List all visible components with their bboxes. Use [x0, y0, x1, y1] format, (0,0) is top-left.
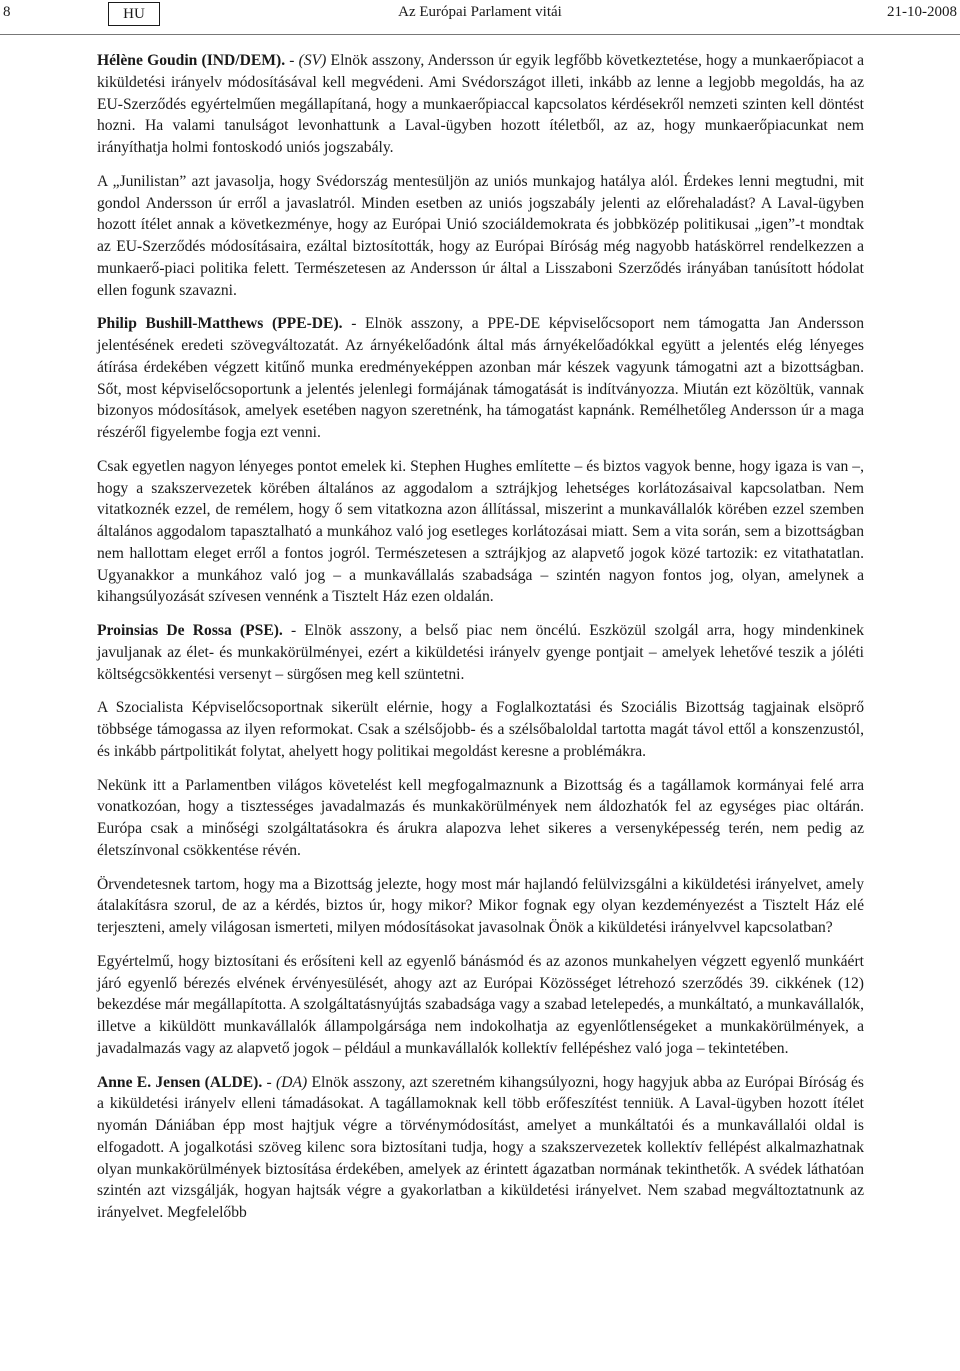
paragraph: A „Junilistan” azt javasolja, hogy Svédország mentesüljön az uniós munkajog hatálya alól. Érdekes lenni megtudni, mit gondol Andersson úr erről a javaslatról. Minden esetben az uniós jogszabály jelenti az előrehaladást? A Laval-ügyben hozott ítélet annak a következménye, hogy az Európai Unió szociáldemokrata és jobbközép politikusai „igen”-t mondtak az EU-Szerződés módosításaira, ezáltal biztosították, hogy az Európai Bíróság még nagyobb hatáskörrel rendelkezzen a munkaerő-piaci politika felett. Természetesen az Andersson úr által a Lisszaboni Szerződés irányában tanúsított hódolat ellen fogunk szavazni.	[97, 172, 864, 299]
document-date: 21-10-2008	[887, 4, 957, 20]
paragraph-goudin: Hélène Goudin (IND/DEM). - (SV) Elnök asszony, Andersson úr egyik legfőbb következtetése, hogy a munkaerőpiacot a kiküldetési irányelv módosításával kell megvédeni. Ami Svédországot illeti, inkább az lenne a legjobb megoldás, ha az EU-Szerződés egyértelműen megállapítaná, hogy a munkaerőpiaccal kapcsolatos kérdésekről nemzeti szinten kell döntést hozni. Ha valami tanulságot levonhattunk a Laval-ügyben hozott ítéletből, az az, hogy munkaerőpiacunkat nem irányíthatja holmi fontoskodó uniós jogszabály.	[97, 52, 865, 156]
paragraph-bushill-matthews: Philip Bushill-Matthews (PPE-DE). - Elnök asszony, a PPE-DE képviselőcsoport nem támogatta Jan Andersson jelentésének eredeti szövegváltozatát. Az árnyékelőadónk által más árnyékelőadókkal együtt a jelentés elég lényeges átírása érdekében végzett kitűnő munka eredményeképpen azonban már készek vagyunk támogatni azt a bizottságban. Sőt, most képviselőcsoportunk a jelentés jelenlegi formájának támogatását is indítványozza. Miután ezt közöltük, vannak bizonyos módosítások, amelyek esetében nagyon szeretnénk, ha támogatást kapnánk. Remélhetőleg Andersson úr a maga részéről figyelembe fogja ezt venni.	[97, 315, 864, 441]
paragraph-jensen: Anne E. Jensen (ALDE). - (DA) Elnök asszony, azt szeretném kihangsúlyozni, hogy hagyjuk abba az Európai Bíróság és a kiküldetési irányelv elleni támadásokat. A tagállamoknak kell több erőfeszítést tenniük. A Laval-ügyben hozott ítélet nyomán Dániában épp most hajtjuk végre a törvénymódosítást, amelyet a munkáltatói és a munkavállalói oldal is elfogadott. A jogalkotási szöveg kilenc sora biztosítani tudja, hogy a szakszervezetek kollektív fellépést alkalmazhatnak olyan munkakörülmények biztosítása érdekében, amelyek az érintett ágazatban normának tekinthetők. A svédek láthatóan szintén azt vizsgálják, hogyan hajtsák végre a gyakorlatban a kiküldetési irányelvet. Nem szabad megváltoztatnunk az irányelvet. Megfelelőbb	[97, 1073, 864, 1221]
paragraph: Egyértelmű, hogy biztosítani és erősíteni kell az egyenlő bánásmód és az azonos munkahelyen végzett egyenlő munkáért járó egyenlő bérezés elvének érvényesülését, ahogy azt az Európai Közösséget létrehozó szerződés 39. cikkének (12) bekezdése már megállapította. A szolgáltatásnyújtás szabadsága vagy a szabad letelepedés, a munkáltató, a munkavállalók, illetve a kiküldött munkavállalók állampolgársága nem indokolhatja az egyenlőtlenségeket a munkakörülmények, a javadalmazás vagy az alapvető jogok – például a munkavállalók kollektív fellépéshez való joga – tekintetében.	[97, 952, 864, 1057]
paragraph: Csak egyetlen nagyon lényeges pontot emelek ki. Stephen Hughes említette – és biztos vagyok benne, hogy igaza is van –, hogy a szakszervezetek körében általános az aggodalom a sztrájkjog lehetséges korlátozásaival kapcsolatban. Nem vitatkoznék ezzel, de remélem, hogy ő sem vitatkozna azon állítással, miszerint a munkavállalók körében ezzel szemben általános aggodalom tapasztalható a munkához való jog esetleges korlátozásai miatt. Sem a vita során, sem a bizottságban nem hallottam eleget erről a fontos jogról. Természetesen a sztrájkjog az alapvető jogok közé tartozik: ez vitathatatlan. Ugyanakkor a munkához való jog – a munkavállalás szabadsága – szintén nagyon fontos jog, olyan, amelynek a kihangsúlyozását szívesen vennénk a Tisztelt Ház ezen oldalán.	[97, 457, 864, 606]
document-title: Az Európai Parlament vitái	[398, 4, 562, 20]
paragraph: Örvendetesnek tartom, hogy ma a Bizottság jelezte, hogy most már hajlandó felülvizsgálni a kiküldetési irányelvet, amely átalakításra szorul, de az a kérdés, biztos úr, hogy mikor? Mikor fognak egy olyan kezdeményezést a Tisztelt Ház elé terjeszteni, amely világosan ismerteti, milyen módosításokat javasolnak Önök a kiküldetési irányelvvel kapcsolatban?	[97, 875, 864, 936]
speaker-name: Hélène Goudin (IND/DEM).	[97, 52, 286, 69]
speaker-name: Anne E. Jensen (ALDE).	[97, 1073, 263, 1091]
paragraph: A Szocialista Képviselőcsoportnak sikerült elérnie, hogy a Foglalkoztatási és Szociális Bizottság tagjainak elsöprő többsége támogassa az ilyen reformokat. Csak a szélsőjobb- és a szélsőbaloldal tartotta magát távol ettől a konszenzustól, és inkább pártpolitikát folytat, ahelyett hogy politikai megoldást keresne a problémákra.	[97, 699, 864, 760]
paragraph-de-rossa: Proinsias De Rossa (PSE). - Elnök asszony, a belső piac nem öncélú. Eszközül szolgál arra, hogy mindenkinek javuljanak az élet- és munkakörülményei, ezért a kiküldetési irányelv gyenge pontjait – amelyek lehetővé teszik a jóléti költségcsökkentési versenyt – sürgősen meg kell szüntetni.	[97, 622, 864, 683]
header-divider	[0, 34, 960, 35]
page-number: 8	[3, 4, 11, 20]
language-code-box: HU	[108, 2, 160, 26]
page-header	[0, 0, 960, 30]
speaker-name: Philip Bushill-Matthews (PPE-DE).	[97, 315, 343, 333]
speaker-name: Proinsias De Rossa (PSE).	[97, 622, 283, 639]
language-tag: (SV)	[298, 52, 327, 69]
paragraph: Nekünk itt a Parlamentben világos követelést kell megfogalmaznunk a Bizottság és a tagállamok kormányai felé arra vonatkozóan, hogy a tisztességes javadalmazás és munkakörülmények nem áldozhatók fel az egységes piac oltárán. Európa csak a minőségi szolgáltatásokra és árukra alapozva lehet sikeres a versenyképesség terén, nem pedig az életszínvonal csökkentése révén.	[97, 776, 864, 859]
document-body	[97, 50, 864, 1236]
language-tag: (DA)	[276, 1073, 308, 1091]
